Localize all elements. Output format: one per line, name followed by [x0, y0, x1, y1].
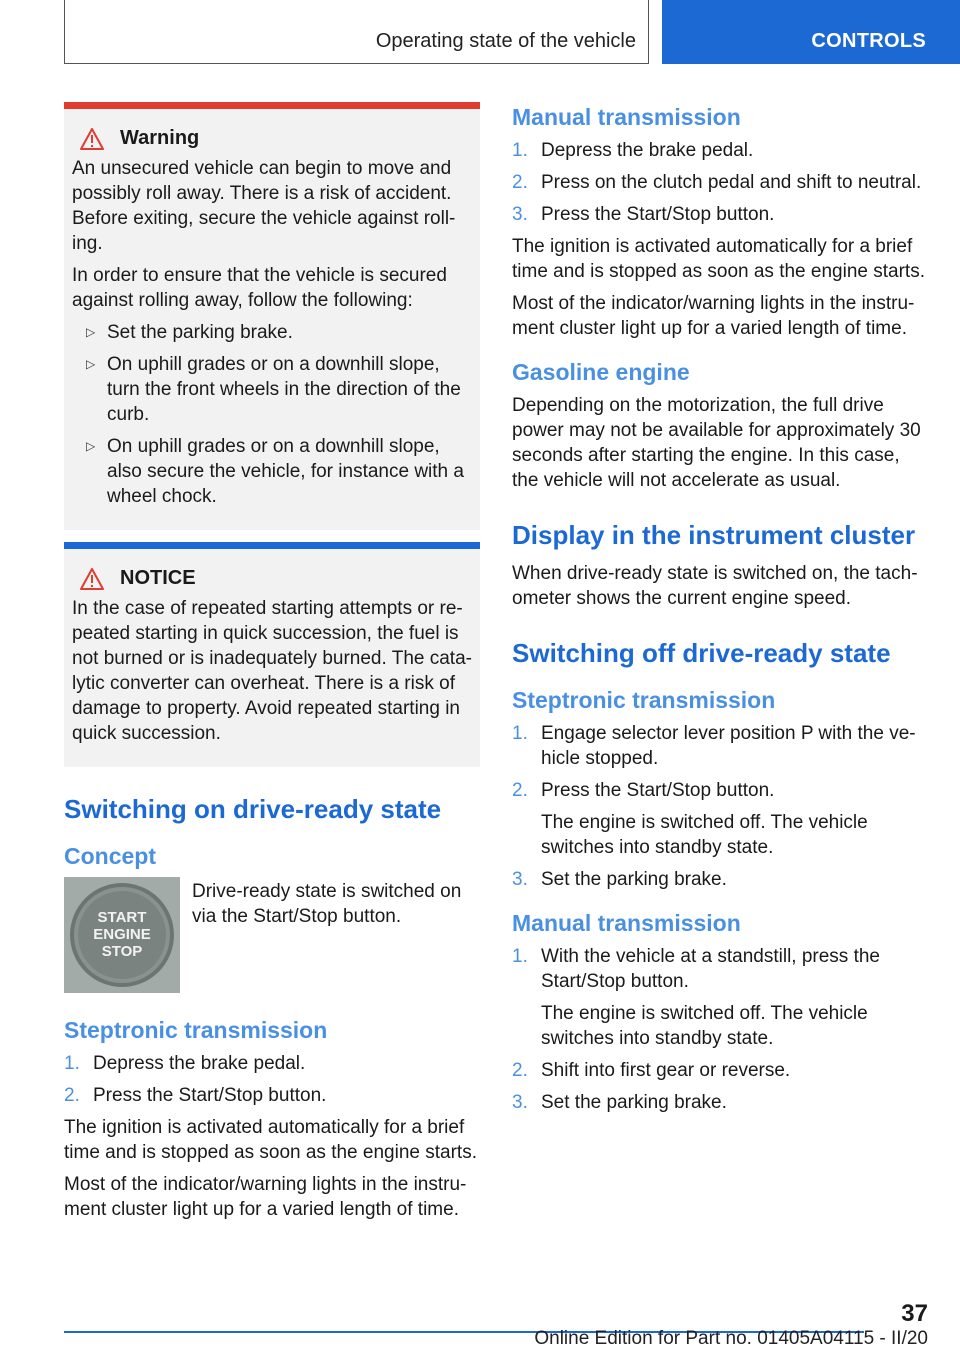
header-title: Operating state of the vehicle — [375, 30, 636, 52]
page-number: 37 — [901, 1300, 928, 1327]
header-section-label: CONTROLS — [811, 30, 926, 52]
subsection-heading: Steptronic transmission — [64, 1017, 328, 1043]
notice-title: NOTICE — [120, 567, 196, 589]
step-number: 2. — [64, 1085, 80, 1106]
step-number: 3. — [512, 204, 528, 225]
step-result-text: The engine is switched off. The vehicle switches into standby state. — [541, 1003, 868, 1049]
step-number: 1. — [512, 140, 528, 161]
body-paragraph: The ignition is activated automatically for a brief time and is stopped as soon as the engine starts. — [512, 236, 925, 282]
list-item — [512, 202, 928, 227]
warning-heading — [72, 127, 472, 150]
list-item — [64, 1083, 480, 1108]
list-item — [72, 434, 472, 509]
step-text: Press on the clutch pedal and shift to neutral. — [541, 172, 922, 193]
header-section-tab — [662, 0, 960, 64]
warning-paragraph: An unsecured vehicle can begin to move and possibly roll away. There is a risk of accident. Before exiting, secure the vehicle against roll‐ing. — [72, 158, 456, 254]
step-text: Shift into first gear or reverse. — [541, 1060, 791, 1081]
step-text: Engage selector lever position P with the ve‐hicle stopped. — [541, 723, 916, 769]
warning-triangle-icon — [80, 568, 104, 590]
body-paragraph: Most of the indicator/warning lights in the instru‐ment cluster light up for a varied length of time. — [64, 1174, 467, 1220]
section-heading: Switching on drive-ready state — [64, 794, 442, 824]
list-item — [512, 170, 928, 195]
subsection-heading: Manual transmission — [512, 104, 741, 130]
left-column — [64, 102, 480, 1229]
list-item — [512, 778, 928, 860]
subsection-heading: Manual transmission — [512, 910, 741, 936]
step-text: Set the parking brake. — [541, 869, 727, 890]
list-item — [512, 944, 928, 1051]
list-item — [512, 1058, 928, 1083]
bullet-text: Set the parking brake. — [107, 322, 293, 343]
notice-heading — [72, 567, 472, 590]
section-heading: Switching off drive-ready state — [512, 638, 891, 668]
list-item — [512, 867, 928, 892]
subsection-heading: Gasoline engine — [512, 359, 690, 385]
step-list — [512, 944, 928, 1115]
step-text: Depress the brake pedal. — [93, 1053, 306, 1074]
body-paragraph: Depending on the motorization, the full drive power may not be available for approximately 30 seconds after starting the engine. In this case, the vehicle will not accelerate as usual. — [512, 395, 921, 491]
button-image-label: STOP — [101, 943, 143, 960]
concept-text: Drive-ready state is switched on via the Start/Stop button. — [192, 881, 462, 927]
bullet-triangle-icon: ▷ — [86, 325, 96, 339]
step-list — [512, 138, 928, 227]
right-column — [512, 102, 928, 1122]
step-text: Press the Start/Stop button. — [93, 1085, 327, 1106]
list-item — [72, 352, 472, 427]
warning-paragraph: In order to ensure that the vehicle is secured against rolling away, follow the following: — [72, 265, 447, 311]
bullet-triangle-icon: ▷ — [86, 439, 96, 453]
bullet-text: On uphill grades or on a downhill slope, also secure the vehicle, for instance with a wheel chock. — [107, 436, 464, 507]
button-image-label: START — [97, 909, 147, 926]
step-result-text: The engine is switched off. The vehicle switches into standby state. — [541, 812, 868, 858]
section-heading: Display in the instrument cluster — [512, 520, 916, 550]
concept-block — [64, 877, 480, 993]
step-number: 2. — [512, 172, 528, 193]
list-item — [512, 1090, 928, 1115]
warning-box — [64, 102, 480, 530]
button-image-label: ENGINE — [93, 926, 151, 943]
notice-text: In the case of repeated starting attempts or re‐peated starting in quick succession, the fuel is not burned or is inadequately burned. The cata‐lytic converter can overheat. There is a risk of damage to property. Avoid repeated starting in quick succession. — [72, 598, 472, 744]
step-number: 1. — [512, 946, 528, 967]
step-number: 3. — [512, 1092, 528, 1113]
body-paragraph: Most of the indicator/warning lights in the instru‐ment cluster light up for a varied length of time. — [512, 293, 915, 339]
step-text: With the vehicle at a standstill, press the Start/Stop button. — [541, 946, 880, 992]
list-item — [72, 320, 472, 345]
warning-bullet-list — [72, 320, 472, 509]
bullet-triangle-icon: ▷ — [86, 357, 96, 371]
warning-triangle-icon — [80, 128, 104, 150]
header-title-box — [64, 0, 649, 64]
page-header — [64, 0, 960, 64]
notice-box — [64, 542, 480, 767]
edition-text: Online Edition for Part no. 01405A04115 - II/20 — [534, 1328, 928, 1349]
step-number: 3. — [512, 869, 528, 890]
step-number: 2. — [512, 1060, 528, 1081]
step-text: Set the parking brake. — [541, 1092, 727, 1113]
step-list — [512, 721, 928, 892]
body-paragraph: When drive-ready state is switched on, the tach‐ometer shows the current engine speed. — [512, 563, 918, 609]
start-stop-button-image — [64, 877, 180, 993]
list-item — [64, 1051, 480, 1076]
list-item — [512, 138, 928, 163]
step-number: 1. — [64, 1053, 80, 1074]
subsection-heading: Concept — [64, 843, 156, 869]
step-list — [64, 1051, 480, 1108]
warning-title: Warning — [120, 127, 200, 149]
bullet-text: On uphill grades or on a downhill slope, turn the front wheels in the direction of the curb. — [107, 354, 461, 425]
body-paragraph: The ignition is activated automatically for a brief time and is stopped as soon as the engine starts. — [64, 1117, 477, 1163]
step-text: Depress the brake pedal. — [541, 140, 754, 161]
step-text: Press the Start/Stop button. — [541, 780, 775, 801]
step-number: 1. — [512, 723, 528, 744]
subsection-heading: Steptronic transmission — [512, 687, 776, 713]
step-number: 2. — [512, 780, 528, 801]
list-item — [512, 721, 928, 771]
step-text: Press the Start/Stop button. — [541, 204, 775, 225]
